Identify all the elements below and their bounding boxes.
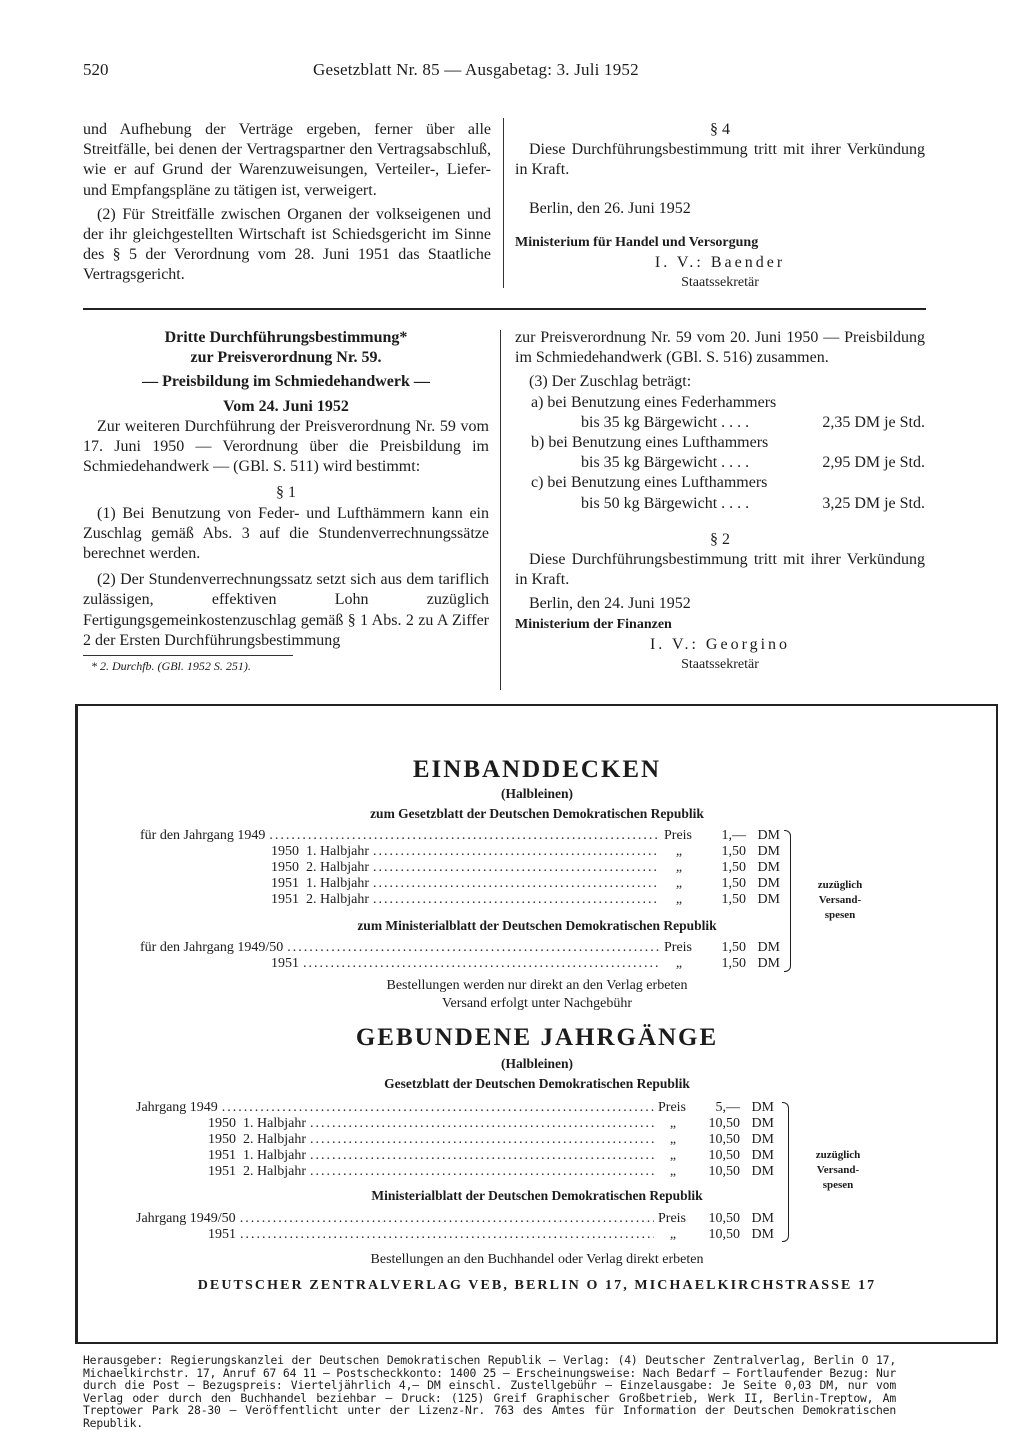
top-right-column <box>515 120 925 293</box>
regulation-subtitle: — Preisbildung im Schmiedehandwerk — <box>142 373 430 391</box>
leader-dots <box>373 844 660 860</box>
price-brace-2 <box>782 1102 789 1242</box>
price-row-prefix: Preis <box>664 940 692 955</box>
surcharge-item-line-2 <box>581 494 925 514</box>
price-row-label: 1950 1. Halbjahr <box>208 1116 306 1131</box>
price-row-currency: DM <box>751 1227 774 1242</box>
signer-baender: I. V.: Baender <box>654 254 786 272</box>
price-row-prefix: „ <box>669 1148 677 1163</box>
price-row-prefix: „ <box>669 1116 677 1131</box>
shipping-line: Versand- <box>816 1164 860 1176</box>
surcharge-amount: 2,95 DM je Std. <box>822 454 925 472</box>
shipping-note-2 <box>798 1148 878 1193</box>
ad-title-gebundene-jahrgaenge: GEBUNDENE JAHRGÄNGE <box>355 1024 719 1051</box>
price-row-label: 1950 2. Halbjahr <box>208 1132 306 1147</box>
ad-title-einbanddecken: EINBANDDECKEN <box>412 756 662 783</box>
leader-dots <box>303 956 660 972</box>
price-row-prefix: Preis <box>664 828 692 843</box>
price-row-amount: 10,50 <box>708 1148 740 1163</box>
price-row-prefix: „ <box>675 892 683 907</box>
price-row-prefix: „ <box>675 956 683 971</box>
price-row-currency: DM <box>757 844 780 859</box>
column-divider-bottom <box>500 330 501 690</box>
surcharge-item-line-1: a) bei Benutzung eines Federhammers <box>531 393 777 411</box>
price-row <box>271 860 780 876</box>
price-row-currency: DM <box>757 876 780 891</box>
page-number: 520 <box>83 60 109 79</box>
ad-gesetzblatt-heading-2: Gesetzblatt der Deutschen Demokratischen Republik <box>384 1076 690 1091</box>
top-left-column <box>83 120 491 286</box>
ad-halbleinen-2: (Halbleinen) <box>500 1056 573 1071</box>
price-row <box>140 828 780 844</box>
shipping-note-1 <box>800 878 880 923</box>
leader-dots <box>310 1132 654 1148</box>
surcharge-item <box>515 393 925 433</box>
place-date-1: Berlin, den 26. Juni 1952 <box>529 199 691 217</box>
price-row <box>136 1211 774 1227</box>
price-row-prefix: „ <box>669 1227 677 1242</box>
surcharge-item-line-1: b) bei Benutzung eines Lufthammers <box>531 434 769 452</box>
section-4-heading: § 4 <box>710 121 730 138</box>
shipping-line: spesen <box>824 909 856 921</box>
section-4-text: Diese Durchführungsbestimmung tritt mit ihrer Verkündung in Kraft. <box>515 141 925 179</box>
ad-ministerialblatt-heading-2: Ministerialblatt der Deutschen Demokratischen Republik <box>371 1188 703 1203</box>
leader-dots <box>310 1148 654 1164</box>
price-row-currency: DM <box>751 1100 774 1115</box>
surcharge-item-line-1: c) bei Benutzung eines Lufthammers <box>531 474 768 492</box>
price-row-currency: DM <box>751 1164 774 1179</box>
leader-dots <box>310 1164 654 1180</box>
role-secretary-2: Staatssekretär <box>681 657 759 673</box>
surcharge-amount: 2,35 DM je Std. <box>822 413 925 431</box>
price-row <box>208 1132 774 1148</box>
surcharge-item-line-2 <box>581 453 925 473</box>
page-header-title: Gesetzblatt Nr. 85 — Ausgabetag: 3. Juli 1952 <box>313 60 639 79</box>
regulation-title-2: zur Preisverordnung Nr. 59. <box>190 349 382 367</box>
horizontal-rule <box>83 308 926 310</box>
price-brace-1 <box>784 830 791 972</box>
ad-order-note-2: Versand erfolgt unter Nachgebühr <box>441 996 633 1011</box>
price-row-amount: 10,50 <box>708 1164 740 1179</box>
leader-dots <box>222 1100 654 1116</box>
price-row <box>271 956 780 972</box>
price-row-label: 1950 2. Halbjahr <box>271 860 369 875</box>
section-2-text: Diese Durchführungsbestimmung tritt mit ihrer Verkündung in Kraft. <box>515 551 925 589</box>
surcharge-weight: bis 50 kg Bärgewicht . . . . <box>581 494 750 512</box>
leader-dots <box>240 1211 654 1227</box>
top-left-paragraph-1: und Aufhebung der Verträge ergeben, ferner über alle Streitfälle, bei denen der Vertragspartner den Vertragsabschluß, wie er auf Grund der Warenzuweisungen, Verteiler-, Liefer- und Empfangspläne zu tätigen ist, verweigert. <box>83 121 491 199</box>
price-row <box>271 876 780 892</box>
price-row-currency: DM <box>751 1116 774 1131</box>
price-row-currency: DM <box>751 1148 774 1163</box>
ad-order-note-1: Bestellungen werden nur direkt an den Verlag erbeten <box>386 978 688 993</box>
price-row-amount: 5,— <box>715 1100 740 1115</box>
footnote: * 2. Durchfb. (GBl. 1952 S. 251). <box>91 659 251 674</box>
price-row <box>140 940 780 956</box>
publisher-address: DEUTSCHER ZENTRALVERLAG VEB, BERLIN O 17, MICHAELKIRCHSTRASSE 17 <box>197 1278 877 1293</box>
price-row-amount: 1,50 <box>721 860 746 875</box>
regulation-title-1: Dritte Durchführungsbestimmung* <box>164 329 408 346</box>
section-2-heading: § 2 <box>710 530 730 548</box>
leader-dots <box>269 828 660 844</box>
surcharge-item <box>515 433 925 473</box>
price-row-amount: 10,50 <box>708 1116 740 1131</box>
ad-halbleinen-1: (Halbleinen) <box>500 786 573 801</box>
column-divider-top <box>503 118 504 288</box>
price-row-amount: 1,50 <box>721 844 746 859</box>
price-row-amount: 10,50 <box>708 1227 740 1242</box>
price-row-prefix: Preis <box>658 1211 686 1226</box>
surcharge-weight: bis 35 kg Bärgewicht . . . . <box>581 413 750 431</box>
price-row-label: 1950 1. Halbjahr <box>271 844 369 859</box>
ad-ministerialblatt-heading-1: zum Ministerialblatt der Deutschen Demokratischen Republik <box>357 918 717 933</box>
price-row-amount: 1,50 <box>721 876 746 891</box>
price-row <box>208 1227 774 1243</box>
price-row-currency: DM <box>757 828 780 843</box>
price-row-currency: DM <box>757 940 780 955</box>
price-row-label: 1951 <box>208 1227 236 1242</box>
price-row-label: 1951 <box>271 956 299 971</box>
price-row <box>271 844 780 860</box>
price-row-label: für den Jahrgang 1949/50 <box>140 940 284 955</box>
price-row-prefix: Preis <box>658 1100 686 1115</box>
price-row-amount: 1,— <box>721 828 746 843</box>
impressum: Herausgeber: Regierungskanzlei der Deutschen Demokratischen Republik — Verlag: (4) Deutscher Zentralverlag, Berlin O 17, Michaelkirchstr. 17, Anruf 67 64 11 — Postscheckkonto: 1400 25 — Erscheinungsweise: Nach Bedarf — Fortlaufender Bezug: Nur durch die Post — Bezugspreis: Vierteljährlich 4,— DM einschl. Zustellgebühr — Einzelausgabe: Je Seite 0,03 DM, nur vom Verlag oder durch den Buchhandel beziehbar — Druck: (125) Greif Graphischer Großbetrieb, Werk II, Berlin-Treptow, Am Treptower Park 28-30 — Veröffentlicht unter der Lizenz-Nr. 763 des Amtes für Information der Deutschen Demokratischen Republik. <box>83 1353 896 1430</box>
price-row-amount: 1,50 <box>721 940 746 955</box>
shipping-line: Versand- <box>818 894 862 906</box>
role-secretary-1: Staatssekretär <box>681 275 759 291</box>
ad-gesetzblatt-heading-1: zum Gesetzblatt der Deutschen Demokratischen Republik <box>370 806 704 821</box>
section-1-paragraph-2: (2) Der Stundenverrechnungssatz setzt sich aus dem tariflich zulässigen, effektiven Lohn zuzüglich Fertigungsgemeinkostenzuschlag gemäß § 1 Abs. 2 zu A Ziffer 2 der Ersten Durchführungsbestimmung <box>83 571 489 649</box>
price-row-amount: 1,50 <box>721 956 746 971</box>
surcharge-list <box>515 393 925 514</box>
top-left-paragraph-2: (2) Für Streitfälle zwischen Organen der volkseigenen und der ihr gleichgestellten Wirtschaft ist Schiedsgericht im Sinne des § 5 der Verordnung vom 28. Juni 1951 das Staatliche Vertragsgericht. <box>83 205 491 284</box>
price-row-label: 1951 1. Halbjahr <box>208 1148 306 1163</box>
section-1-paragraph-1: (1) Bei Benutzung von Feder- und Lufthämmern kann ein Zuschlag gemäß Abs. 3 auf die Stundenverrechnungssätze berechnet werden. <box>83 504 489 563</box>
shipping-line: spesen <box>822 1179 854 1191</box>
ministry-trade: Ministerium für Handel und Versorgung <box>515 234 759 250</box>
price-row-label: für den Jahrgang 1949 <box>140 828 266 843</box>
regulation-intro: Zur weiteren Durchführung der Preisverordnung Nr. 59 vom 17. Juni 1950 — Verordnung über die Preisbildung im Schmiedehandwerk — (GBl. S. 511) wird bestimmt: <box>83 417 489 476</box>
leader-dots <box>287 940 660 956</box>
ministry-finance: Ministerium der Finanzen <box>515 616 672 632</box>
price-row-amount: 10,50 <box>708 1211 740 1226</box>
price-row-label: 1951 2. Halbjahr <box>271 892 369 907</box>
shipping-line: zuzüglich <box>817 879 863 891</box>
price-row-prefix: „ <box>675 876 683 891</box>
price-row-prefix: „ <box>675 844 683 859</box>
ad-order-note-3: Bestellungen an den Buchhandel oder Verlag direkt erbeten <box>370 1252 704 1267</box>
price-row <box>208 1148 774 1164</box>
regulation-date: Vom 24. Juni 1952 <box>223 397 349 415</box>
price-row-currency: DM <box>751 1132 774 1147</box>
regulation-right-column <box>515 328 925 675</box>
section-1-heading: § 1 <box>276 484 296 502</box>
paragraph-3-intro: (3) Der Zuschlag beträgt: <box>529 373 692 391</box>
surcharge-item-line-2 <box>581 413 925 433</box>
advertisement-box <box>75 704 998 1344</box>
price-row-amount: 1,50 <box>721 892 746 907</box>
leader-dots <box>310 1116 654 1132</box>
price-row <box>208 1164 774 1180</box>
signer-georgino: I. V.: Georgino <box>649 635 791 653</box>
surcharge-weight: bis 35 kg Bärgewicht . . . . <box>581 454 750 472</box>
price-row-prefix: „ <box>669 1164 677 1179</box>
price-row-label: Jahrgang 1949/50 <box>136 1211 236 1226</box>
price-row-prefix: „ <box>675 860 683 875</box>
price-row-currency: DM <box>751 1211 774 1226</box>
price-row-amount: 10,50 <box>708 1132 740 1147</box>
price-row-label: 1951 2. Halbjahr <box>208 1164 306 1179</box>
price-row <box>208 1116 774 1132</box>
price-row <box>136 1100 774 1116</box>
price-row-prefix: „ <box>669 1132 677 1147</box>
price-row-currency: DM <box>757 860 780 875</box>
regulation-left-column <box>83 328 489 676</box>
price-row-currency: DM <box>757 892 780 907</box>
surcharge-amount: 3,25 DM je Std. <box>822 494 925 512</box>
price-row-currency: DM <box>757 956 780 971</box>
leader-dots <box>373 876 660 892</box>
leader-dots <box>373 892 660 908</box>
price-row-label: Jahrgang 1949 <box>136 1100 218 1115</box>
leader-dots <box>373 860 660 876</box>
leader-dots <box>240 1227 654 1243</box>
regulation-continuation: zur Preisverordnung Nr. 59 vom 20. Juni 1950 — Preisbildung im Schmiedehandwerk (GBl. S. 516) zusammen. <box>515 329 925 367</box>
price-row-label: 1951 1. Halbjahr <box>271 876 369 891</box>
price-row <box>271 892 780 908</box>
surcharge-item <box>515 473 925 513</box>
shipping-line: zuzüglich <box>815 1149 861 1161</box>
place-date-2: Berlin, den 24. Juni 1952 <box>529 595 691 613</box>
